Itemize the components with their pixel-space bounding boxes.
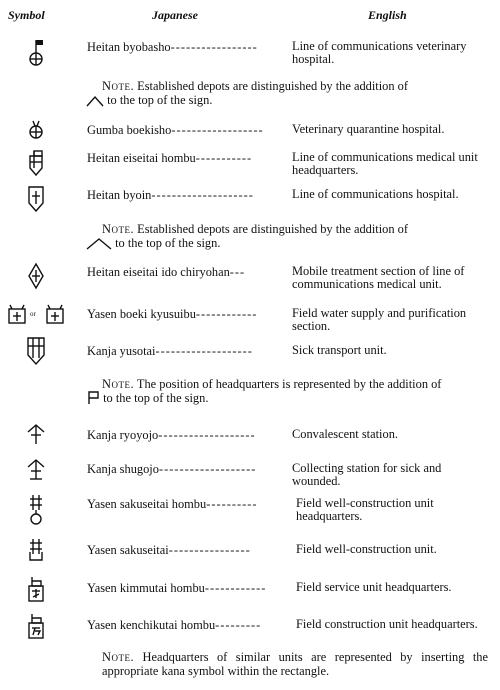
japanese-term: Yasen sakuseitai hombu----------: [87, 497, 258, 511]
note: Note. The position of headquarters is represented by the addition of: [102, 377, 442, 391]
english-term: Field well-construction unit.: [296, 542, 437, 556]
japanese-term: Heitan eiseitai ido chiryohan---: [87, 265, 246, 279]
japanese-term: Yasen boeki kyusuibu------------: [87, 307, 258, 321]
note-continuation: to the top of the sign.: [86, 93, 488, 110]
english-term: Field well-construction unit headquarters.: [296, 496, 434, 523]
dot-leader: -----------: [195, 151, 253, 165]
japanese-term: Heitan byobasho-----------------: [87, 40, 258, 54]
shield-flag-icon: [14, 148, 58, 178]
box-antenna-icon: [6, 303, 76, 333]
dot-leader: ------------: [204, 581, 267, 595]
english-term: Field construction unit headquarters.: [296, 617, 478, 631]
dot-leader: -------------------: [158, 462, 257, 476]
english-term: Line of communications veterinary hospital.: [292, 39, 467, 66]
japanese-term: Kanja shugojo-------------------: [87, 462, 257, 476]
english-term: Line of communications hospital.: [292, 187, 459, 201]
umbrella-cross-icon: [14, 420, 58, 450]
dot-leader: --------------------: [151, 188, 254, 202]
japanese-term: Yasen kimmutai hombu------------: [87, 581, 267, 595]
symbol-column-header: Symbol: [8, 8, 45, 22]
or-label: or: [30, 310, 36, 318]
note-continuation: to the top of the sign.: [86, 236, 488, 253]
flag-on-circle-cross-icon: [14, 38, 58, 68]
note: Note. Established depots are distinguished by the addition of: [102, 79, 408, 93]
dot-leader: ----------: [206, 497, 258, 511]
dot-leader: ----------------: [168, 543, 251, 557]
japanese-term: Heitan eiseitai hombu-----------: [87, 151, 253, 165]
japanese-column-header: Japanese: [152, 8, 198, 22]
dot-leader: ------------------: [171, 123, 264, 137]
english-term: Sick transport unit.: [292, 343, 387, 357]
circle-cross-horns-icon: [14, 117, 58, 147]
dot-leader: ---------: [215, 618, 262, 632]
umbrella-base-icon: [14, 455, 58, 485]
flag-box-kana-icon: [14, 576, 58, 606]
diamond-cross-icon: [14, 262, 58, 292]
caret-icon: [86, 95, 104, 110]
english-term: Mobile treatment section of line of communications medical unit.: [292, 264, 465, 291]
caret-icon: [86, 237, 112, 253]
japanese-term: Kanja yusotai-------------------: [87, 344, 253, 358]
english-term: Line of communications medical unit headquarters.: [292, 150, 478, 177]
japanese-term: Kanja ryoyojo-------------------: [87, 428, 256, 442]
note: Note. Headquarters of similar units are represented by inserting the appropriate kana symbol within the rectangle.: [102, 650, 489, 678]
japanese-term: Gumba boekisho------------------: [87, 123, 264, 137]
flag-icon: [86, 391, 100, 408]
dot-leader: -----------------: [170, 40, 258, 54]
dot-leader: ------------: [195, 307, 258, 321]
well-icon: [14, 538, 58, 568]
dot-leader: -------------------: [158, 428, 256, 442]
shield-grid-icon: [14, 336, 58, 366]
english-term: Field water supply and purification section.: [292, 306, 467, 333]
english-term: Veterinary quarantine hospital.: [292, 122, 445, 136]
japanese-term: Yasen kenchikutai hombu---------: [87, 618, 262, 632]
dot-leader: ---: [229, 265, 246, 279]
english-term: Convalescent station.: [292, 427, 398, 441]
shield-cross-icon: [14, 184, 58, 214]
flag-box-kana2-icon: [14, 613, 58, 643]
english-column-header: English: [368, 8, 407, 22]
english-term: Field service unit headquarters.: [296, 580, 452, 594]
note-continuation: to the top of the sign.: [86, 391, 488, 408]
well-circle-icon: [14, 494, 58, 528]
english-term: Collecting station for sick and wounded.: [292, 461, 442, 488]
note: Note. Established depots are distinguished by the addition of: [102, 222, 408, 236]
dot-leader: -------------------: [155, 344, 253, 358]
japanese-term: Yasen sakuseitai----------------: [87, 543, 251, 557]
japanese-term: Heitan byoin--------------------: [87, 188, 254, 202]
